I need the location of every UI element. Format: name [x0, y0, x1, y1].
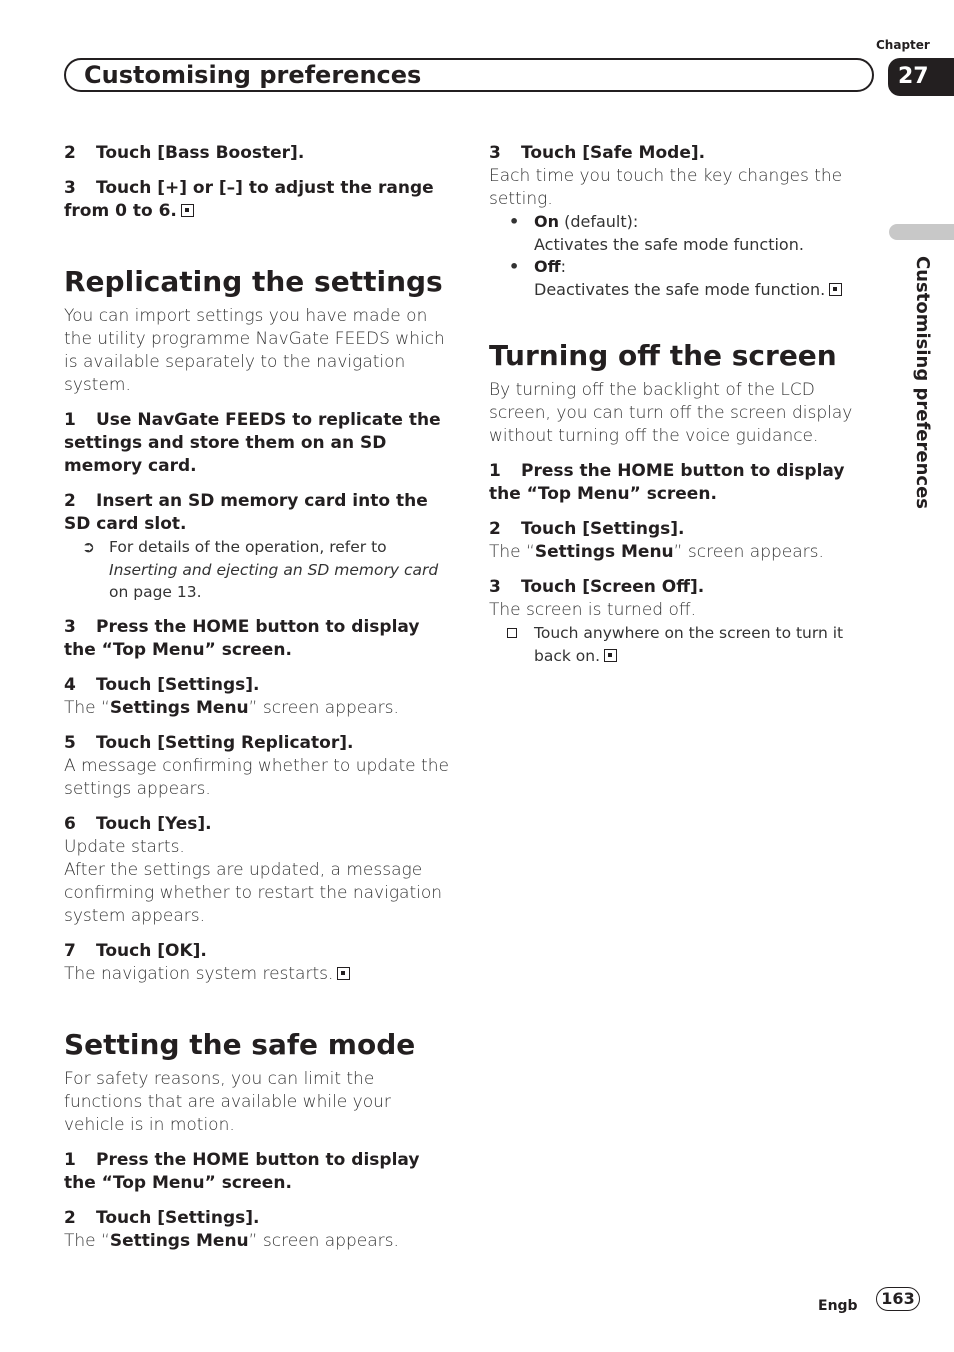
safe-mode-intro: For safety reasons, you can limit the functions that are available while your vehicle is in motion.	[64, 1068, 391, 1135]
step-bass-booster: 2 Touch [Bass Booster].	[64, 143, 305, 163]
end-mark-icon	[604, 649, 617, 662]
heading-replicating: Replicating the settings	[64, 265, 443, 298]
arrow-icon: ➲	[82, 538, 95, 556]
replicating-step-7: 7 Touch [OK].	[64, 940, 207, 961]
step-adjust-range: 3 Touch [+] or [–] to adjust the range from 0 to 6.	[64, 178, 434, 221]
on-description: Activates the safe mode function.	[534, 234, 804, 254]
safe-step-1: 1 Press the HOME button to display the “Top Menu” screen.	[64, 1149, 420, 1193]
replicating-step-7-body: The navigation system restarts.	[64, 963, 456, 986]
heading-turning-off-screen: Turning off the screen	[489, 339, 837, 372]
page-number: 163	[876, 1287, 920, 1311]
screen-step-3: 3 Touch [Screen Off].	[489, 577, 705, 597]
end-mark-icon	[829, 283, 842, 296]
replicating-intro: You can import settings you have made on the utility programme NavGate FEEDS which is available separately to the navigation system.	[64, 306, 445, 395]
replicating-step-5: 5 Touch [Setting Replicator].	[64, 732, 354, 753]
bullet-icon: •	[509, 212, 520, 231]
replicating-note: ➲ For details of the operation, refer to Inserting and ejecting an SD memory card on page 13.	[82, 538, 439, 601]
on-option: • On (default):	[489, 211, 879, 234]
replicating-step-5-body: A message confirming whether to update the settings appears.	[64, 755, 449, 799]
off-description: Deactivates the safe mode function.	[489, 279, 879, 302]
safe-step-2-body: The “Settings Menu” screen appears.	[64, 1230, 399, 1251]
replicating-step-3: 3 Press the HOME button to display the “Top Menu” screen.	[64, 616, 420, 660]
replicating-step-6-body-2: After the settings are updated, a message confirming whether to restart the navigation system appears.	[64, 859, 443, 926]
replicating-step-2: 2 Insert an SD memory card into the SD card slot.	[64, 491, 428, 534]
replicating-step-4: 4 Touch [Settings].	[64, 674, 260, 695]
screen-intro: By turning off the backlight of the LCD screen, you can turn off the screen display without turning off the voice guidance.	[489, 380, 853, 446]
chapter-number: 27	[888, 58, 954, 96]
safe-step-2: 2 Touch [Settings].	[64, 1207, 260, 1228]
replicating-step-6-body-1: Update starts.	[64, 836, 185, 857]
safe-step-3: 3 Touch [Safe Mode].	[489, 143, 706, 163]
chapter-label: Chapter	[876, 38, 930, 52]
safe-step-3-body: Each time you touch the key changes the setting.	[489, 166, 843, 209]
heading-safe-mode: Setting the safe mode	[64, 1027, 416, 1061]
right-column	[489, 142, 879, 667]
side-tab	[889, 224, 954, 240]
left-column	[64, 142, 456, 1253]
bullet-icon: •	[509, 257, 520, 276]
replicating-step-4-body: The “Settings Menu” screen appears.	[64, 697, 399, 718]
screen-note: Touch anywhere on the screen to turn it back on.	[489, 622, 879, 667]
screen-step-2: 2 Touch [Settings].	[489, 519, 685, 539]
header-bar	[64, 58, 874, 92]
end-mark-icon	[181, 204, 194, 217]
section-title: Customising preferences	[84, 61, 422, 89]
replicating-step-1: 1 Use NavGate FEEDS to replicate the settings and store them on an SD memory card.	[64, 410, 441, 476]
checkbox-note-icon	[507, 622, 517, 645]
screen-step-1: 1 Press the HOME button to display the “Top Menu” screen.	[489, 461, 845, 504]
replicating-step-6: 6 Touch [Yes].	[64, 813, 212, 834]
end-mark-icon	[337, 967, 350, 980]
screen-step-3-body: The screen is turned off.	[489, 600, 696, 620]
side-tab-text: Customising preferences	[912, 256, 933, 509]
off-option: • Off:	[489, 256, 879, 279]
screen-step-2-body: The “Settings Menu” screen appears.	[489, 542, 824, 562]
footer-language: Engb	[818, 1298, 858, 1314]
